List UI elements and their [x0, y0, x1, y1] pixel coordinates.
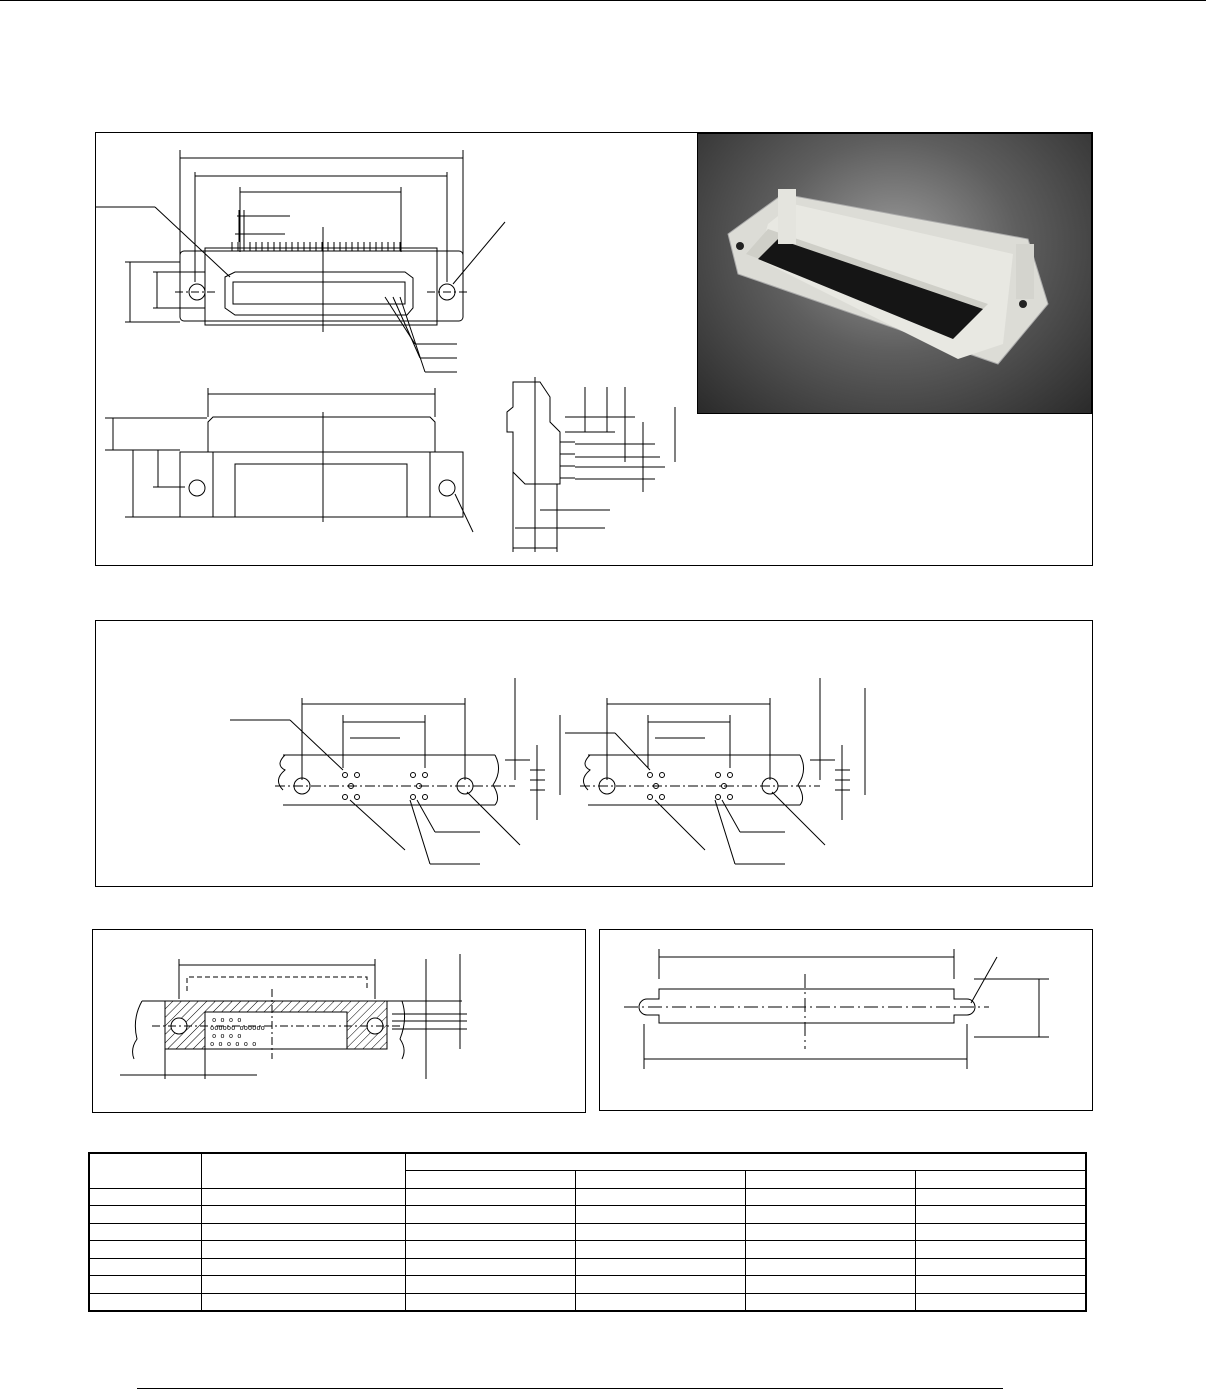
table-subheader-cell: [575, 1171, 745, 1188]
header-rule: [0, 0, 1206, 1]
connector-product-photo: [697, 133, 1092, 414]
table-subheader-cell: [745, 1171, 915, 1188]
specification-table: [88, 1152, 1087, 1312]
table-row: [89, 1276, 1086, 1293]
outline-drawing-svg: [95, 132, 695, 566]
panel-mounting-svg: [92, 929, 586, 1113]
svg-text:o o o o: o o o o: [212, 1032, 242, 1040]
table-row: [89, 1293, 1086, 1311]
svg-text:oooooo oooooo: oooooo oooooo: [210, 1024, 265, 1032]
table-subheader-cell: [915, 1171, 1086, 1188]
table-header-row: [89, 1153, 1086, 1171]
panel-cutout-svg: [599, 929, 1093, 1111]
table-header-cell: [201, 1153, 405, 1188]
table-subheader-cell: [405, 1171, 575, 1188]
table-row: [89, 1223, 1086, 1240]
table-row: [89, 1188, 1086, 1205]
svg-text:o o o o: o o o o: [212, 1016, 242, 1024]
table-row: [89, 1206, 1086, 1223]
table-header-cell: [89, 1153, 201, 1188]
svg-text:o o o o o o: o o o o o o: [210, 1040, 257, 1048]
table-row: [89, 1258, 1086, 1275]
connector-photo-svg: [698, 134, 1092, 414]
table-row: [89, 1241, 1086, 1258]
pcb-layout-svg: [95, 620, 1093, 887]
table-header-cell: [405, 1153, 1086, 1171]
